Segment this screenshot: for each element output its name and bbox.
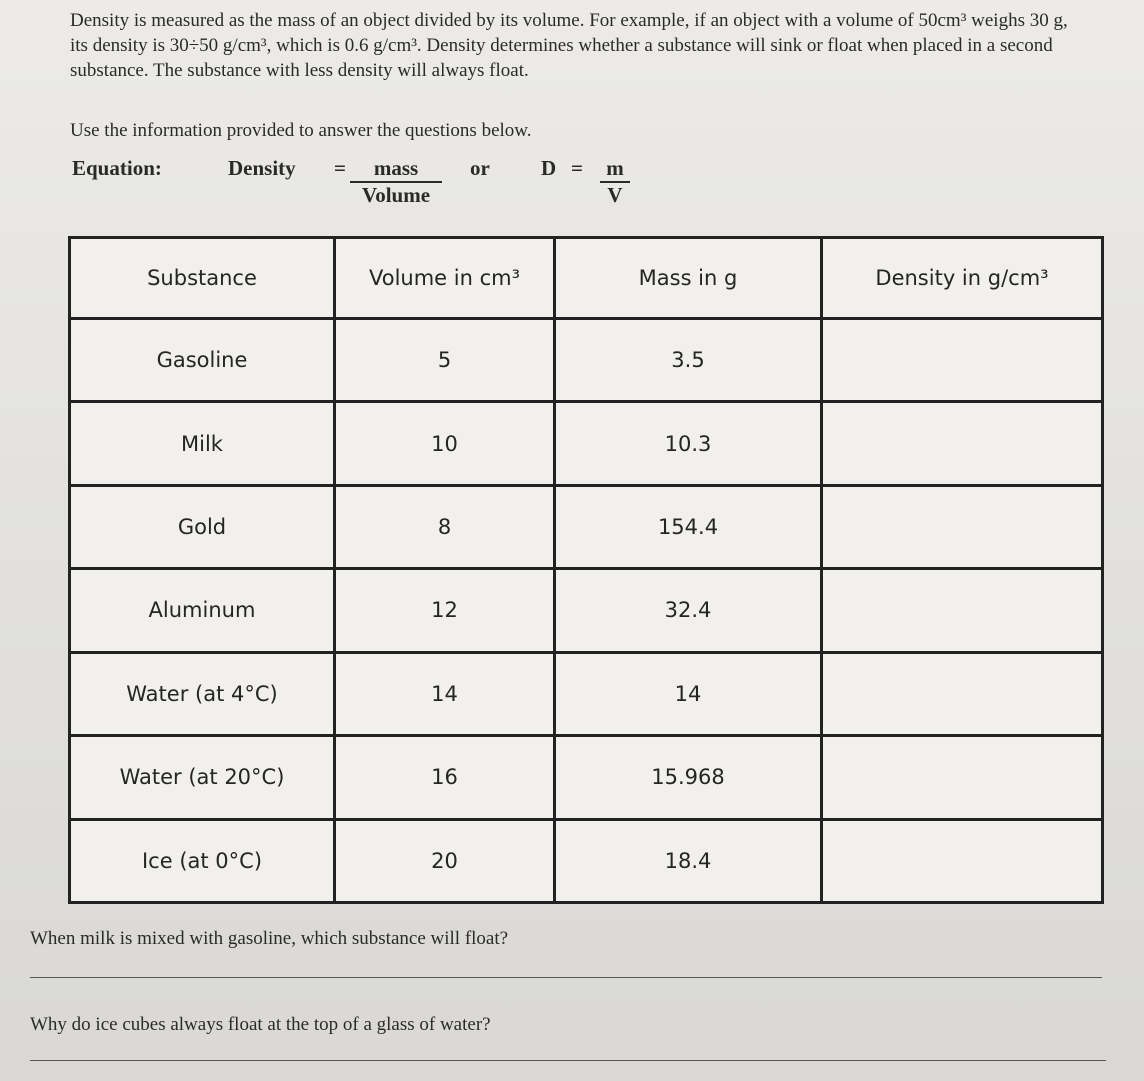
cell-volume: 8 — [335, 485, 555, 568]
cell-density-answer[interactable] — [822, 485, 1103, 568]
header-density: Density in g/cm³ — [822, 238, 1103, 319]
cell-density-answer[interactable] — [822, 569, 1103, 652]
cell-mass: 14 — [555, 652, 822, 735]
cell-substance: Water (at 20°C) — [70, 736, 335, 819]
header-mass: Mass in g — [555, 238, 822, 319]
cell-volume: 10 — [335, 402, 555, 485]
fraction-denominator-v: V — [607, 183, 623, 207]
cell-mass: 154.4 — [555, 485, 822, 568]
equation-label: Equation: — [72, 156, 162, 180]
table-row — [70, 402, 1103, 485]
cell-density-answer[interactable] — [822, 402, 1103, 485]
cell-volume: 5 — [335, 319, 555, 402]
equation-equals-sign-2: = — [571, 156, 583, 180]
cell-density-answer[interactable] — [822, 319, 1103, 402]
equation-equals-sign: = — [334, 156, 346, 180]
intro-paragraph: Density is measured as the mass of an object divided by its volume. For example, if an object with a volume of 50cm³ weighs 30 g, its density is 30÷50 g/cm³, which is 0.6 g/cm³. Density determines whether a substance will sink or float when placed in a second substance. The substance with less density will always float. — [70, 10, 1068, 81]
cell-mass: 15.968 — [555, 736, 822, 819]
cell-mass: 10.3 — [555, 402, 822, 485]
answer-line-1[interactable] — [30, 977, 1102, 978]
cell-mass: 18.4 — [555, 819, 822, 902]
instructions-text: Use the information provided to answer the questions below. — [70, 120, 532, 141]
fraction-denominator-volume: Volume — [361, 183, 431, 207]
cell-substance: Gold — [70, 485, 335, 568]
table-row — [70, 819, 1103, 902]
question-2: Why do ice cubes always float at the top of a glass of water? — [30, 1014, 491, 1035]
table-row — [70, 736, 1103, 819]
cell-mass: 32.4 — [555, 569, 822, 652]
table-row — [70, 319, 1103, 402]
mass-over-volume-fraction — [350, 156, 442, 208]
cell-mass: 3.5 — [555, 319, 822, 402]
table-header-row — [70, 238, 1103, 319]
m-over-v-fraction — [600, 156, 630, 208]
answer-line-2[interactable] — [30, 1060, 1106, 1061]
header-volume: Volume in cm³ — [335, 238, 555, 319]
density-table — [68, 236, 1104, 904]
fraction-numerator-mass: mass — [350, 156, 442, 183]
header-substance: Substance — [70, 238, 335, 319]
equation-density-word: Density — [228, 156, 296, 180]
cell-volume: 16 — [335, 736, 555, 819]
cell-density-answer[interactable] — [822, 819, 1103, 902]
equation-or: or — [470, 156, 490, 180]
question-1: When milk is mixed with gasoline, which substance will float? — [30, 928, 509, 949]
table-row — [70, 485, 1103, 568]
table-row — [70, 569, 1103, 652]
equation-d-symbol: D — [541, 156, 557, 180]
cell-substance: Aluminum — [70, 569, 335, 652]
cell-density-answer[interactable] — [822, 736, 1103, 819]
cell-volume: 12 — [335, 569, 555, 652]
table-row — [70, 652, 1103, 735]
fraction-numerator-m: m — [600, 156, 630, 183]
cell-substance: Ice (at 0°C) — [70, 819, 335, 902]
cell-substance: Gasoline — [70, 319, 335, 402]
cell-volume: 20 — [335, 819, 555, 902]
cell-substance: Water (at 4°C) — [70, 652, 335, 735]
cell-volume: 14 — [335, 652, 555, 735]
cell-substance: Milk — [70, 402, 335, 485]
cell-density-answer[interactable] — [822, 652, 1103, 735]
